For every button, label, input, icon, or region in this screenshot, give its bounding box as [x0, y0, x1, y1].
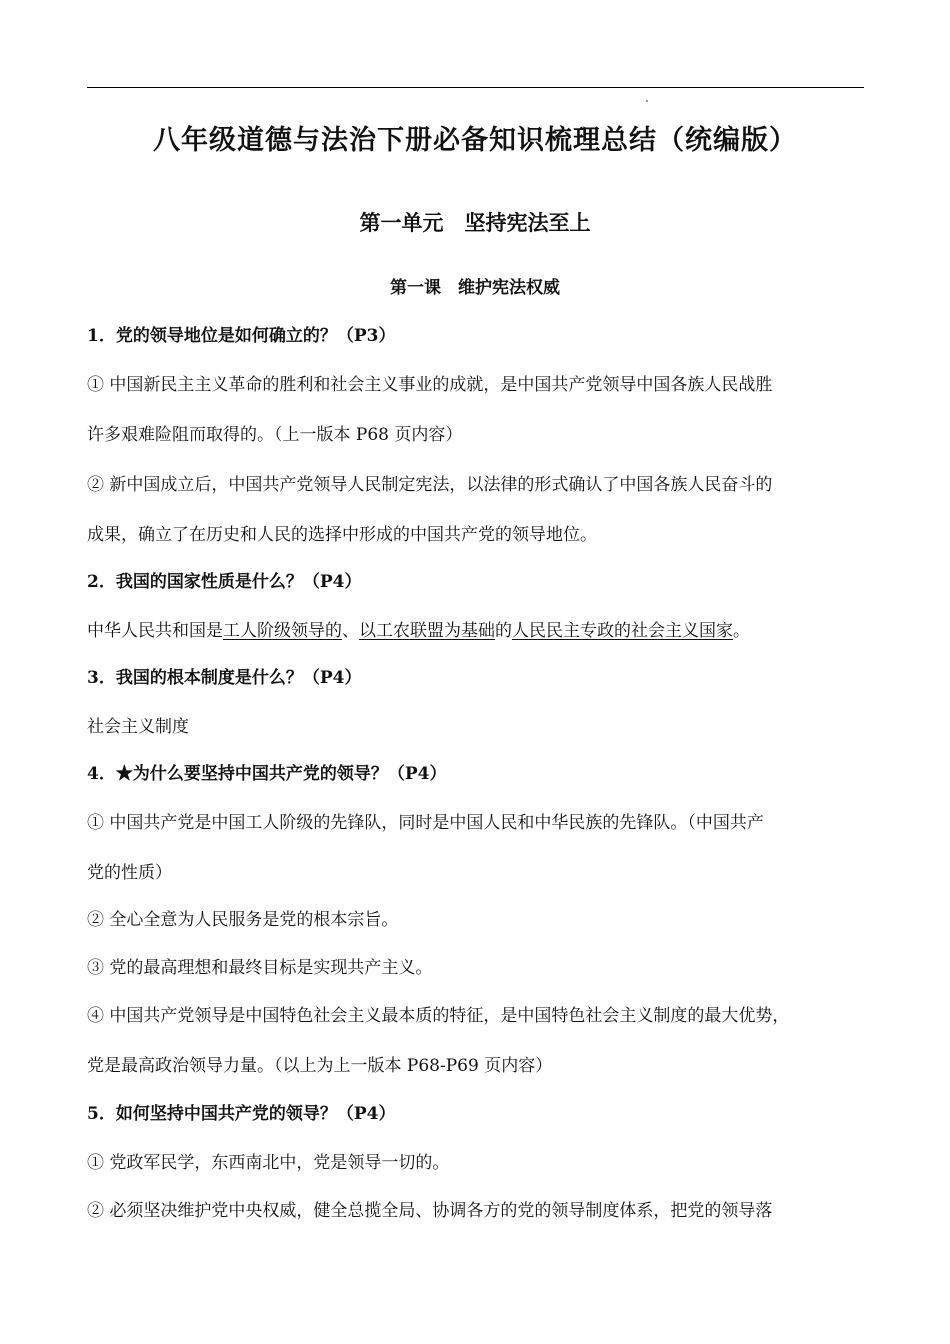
underlined-term: 工人阶级领导的 — [223, 621, 342, 641]
question-5-heading: 5．如何坚持中国共产党的领导？（P4） — [87, 1104, 396, 1124]
question-1-answer-2-line-2: 成果，确立了在历史和人民的选择中形成的中国共产党的领导地位。 — [87, 525, 597, 545]
question-4-answer-1-line-2: 党的性质） — [87, 863, 172, 883]
unit-title: 第一单元 坚持宪法至上 — [359, 210, 591, 235]
answer-text: 的 — [495, 621, 512, 641]
question-1-answer-2-line-1: ② 新中国成立后，中国共产党领导人民制定宪法，以法律的形式确认了中国各族人民奋斗的 — [87, 475, 773, 495]
answer-text: 。 — [733, 621, 750, 641]
question-1-answer-1-line-2: 许多艰难险阻而取得的。（上一版本 P68 页内容） — [87, 425, 463, 445]
underlined-term: 以工农联盟为基础 — [359, 621, 495, 641]
lesson-title: 第一课 维护宪法权威 — [390, 278, 560, 298]
answer-text: 、 — [342, 621, 359, 641]
question-3-answer: 社会主义制度 — [87, 717, 189, 737]
question-4-answer-3: ③ 党的最高理想和最终目标是实现共产主义。 — [87, 958, 433, 978]
question-4-answer-1-line-1: ① 中国共产党是中国工人阶级的先锋队，同时是中国人民和中华民族的先锋队。（中国共产 — [87, 813, 764, 833]
question-1-heading: 1．党的领导地位是如何确立的？（P3） — [87, 326, 396, 346]
question-4-answer-4-line-2: 党是最高政治领导力量。（以上为上一版本 P68-P69 页内容） — [87, 1056, 553, 1076]
question-5-answer-1: ① 党政军民学，东西南北中，党是领导一切的。 — [87, 1153, 450, 1173]
question-4-answer-2: ② 全心全意为人民服务是党的根本宗旨。 — [87, 910, 399, 930]
question-1-answer-1-line-1: ① 中国新民主主义革命的胜利和社会主义事业的成就，是中国共产党领导中国各族人民战胜 — [87, 375, 773, 395]
question-5-answer-2-line-1: ② 必须坚决维护党中央权威，健全总揽全局、协调各方的党的领导制度体系，把党的领导落 — [87, 1201, 773, 1221]
answer-text: 中华人民共和国是 — [87, 621, 223, 641]
question-4-heading: 4．★为什么要坚持中国共产党的领导？（P4） — [87, 764, 447, 784]
header-dot — [646, 100, 648, 102]
question-2-answer — [87, 618, 877, 644]
question-4-answer-4-line-1: ④ 中国共产党领导是中国特色社会主义最本质的特征，是中国特色社会主义制度的最大优势， — [87, 1006, 790, 1026]
underlined-term: 人民民主专政的社会主义国家 — [512, 621, 733, 641]
question-3-heading: 3．我国的根本制度是什么？（P4） — [87, 668, 362, 688]
document-title: 八年级道德与法治下册必备知识梳理总结（统编版） — [153, 125, 797, 156]
question-2-heading: 2．我国的国家性质是什么？（P4） — [87, 572, 362, 592]
header-rule — [87, 87, 864, 88]
